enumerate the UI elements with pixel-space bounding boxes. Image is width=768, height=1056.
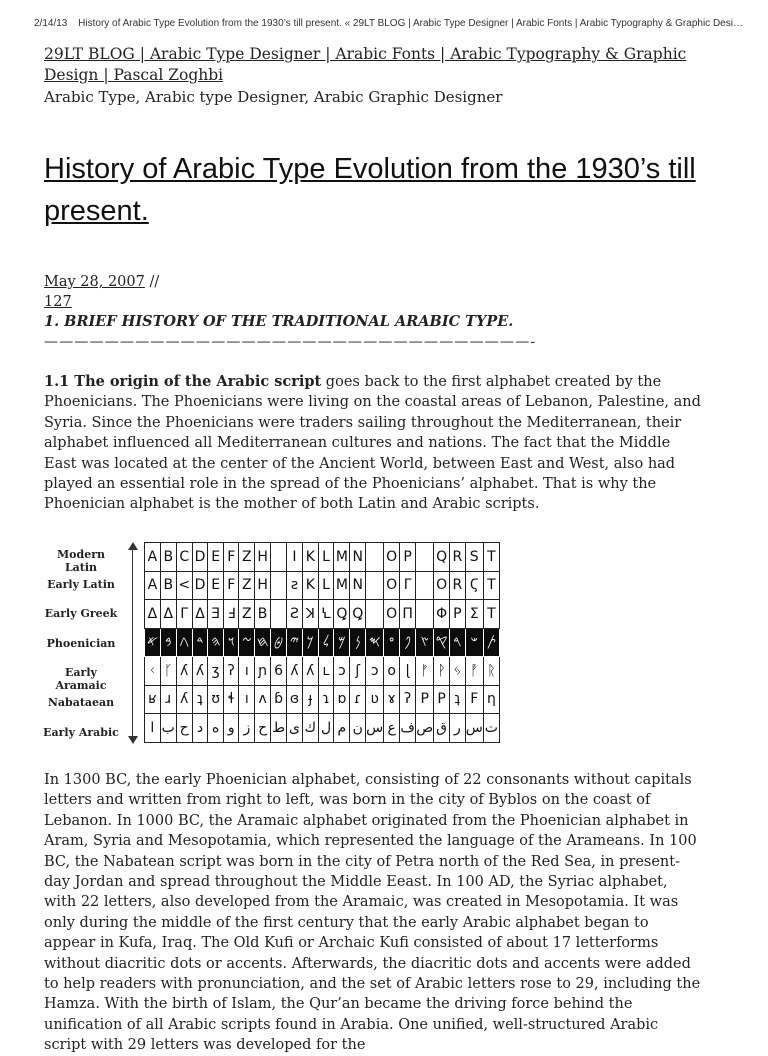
letter-cell: ʒ (208, 657, 224, 686)
letter-cell: ᚹ (434, 657, 450, 686)
alphabet-evolution-figure (40, 538, 500, 750)
letter-cell: < (176, 571, 192, 600)
arrow-down-icon (128, 736, 138, 744)
letter-cell: ʎ (192, 657, 208, 686)
letter-cell: D (192, 571, 208, 600)
letter-cell: ɹ (160, 685, 176, 714)
letter-cell (416, 571, 434, 600)
letter-cell: 𐤆 (239, 628, 255, 657)
letter-cell (366, 600, 384, 629)
letter-cell: 𐤏 (384, 628, 400, 657)
letter-cell: Q (434, 543, 450, 572)
letter-cell: ك (302, 714, 318, 743)
letter-cell: Γ (176, 600, 192, 629)
letter-cell: ب (160, 714, 176, 743)
letter-cell (366, 543, 384, 572)
letter-cell: 𐤈 (271, 628, 287, 657)
letter-cell: 𐤑 (416, 628, 434, 657)
letter-cell: ᛃ (450, 657, 466, 686)
paragraph-origin (44, 372, 704, 515)
letter-cell: B (160, 543, 176, 572)
letter-cell: R (450, 571, 466, 600)
letter-cell (271, 600, 287, 629)
letter-cell: ɞ (287, 685, 303, 714)
letter-cell: ʎ (176, 657, 192, 686)
letter-cell: ɲ (255, 657, 271, 686)
row-label: Phoenician (46, 636, 116, 650)
letter-cell: A (145, 543, 161, 572)
letter-cell: ʊ (208, 685, 224, 714)
letter-cell: ʇ (192, 685, 208, 714)
alphabet-row (145, 571, 500, 600)
row-label: Early Aramaic (55, 666, 107, 693)
letter-cell (271, 571, 287, 600)
letter-cell: ا (145, 714, 161, 743)
paragraph-origin-text: goes back to the first alphabet created by the Phoenicians. The Phoenicians were living on the coastal areas of Lebanon, Palestine, and Syria. Since the Phoenicians were traders sailing throughout the Mediterranean, their alphabet influenced all Mediterranean cultures and nations. The fact that the Middle East was located at the center of the Ancient World, between East and West, also had played an essential role in the spread of the Phoenicians’ alphabet. That is why the Phoenician alphabet is the mother of both Latin and Arabic scripts. (44, 374, 701, 513)
letter-cell: ɭ (400, 657, 416, 686)
letter-cell: P (434, 685, 450, 714)
letter-cell: 𐤎 (366, 628, 384, 657)
letter-cell: ʇ (450, 685, 466, 714)
dash-rule: ————————————————————————————————- (44, 334, 537, 350)
letter-cell: ɟ (302, 685, 318, 714)
letter-cell: ر (450, 714, 466, 743)
letter-cell: Z (239, 543, 255, 572)
letter-cell: O (434, 571, 450, 600)
letter-cell: ʔ (224, 657, 239, 686)
letter-cell: ı (239, 685, 255, 714)
alphabet-row (145, 714, 500, 743)
row-label: Nabataean (47, 696, 115, 709)
date-separator: // (144, 274, 160, 290)
letter-cell: ɓ (271, 685, 287, 714)
print-date: 2/14/13 (34, 18, 68, 29)
letter-cell: M (334, 543, 350, 572)
letter-cell: R (450, 543, 466, 572)
letter-cell: Φ (434, 600, 450, 629)
alphabet-row (145, 600, 500, 629)
letter-cell: B (255, 600, 271, 629)
letter-cell: L (318, 571, 334, 600)
letter-cell: O (384, 600, 400, 629)
letter-cell: ʁ (145, 685, 161, 714)
letter-cell: Δ (192, 600, 208, 629)
letter-cell: Δ (160, 600, 176, 629)
letter-cell: Ƨ (287, 600, 303, 629)
letter-cell: K (302, 543, 318, 572)
letter-cell: 𐤓 (450, 628, 466, 657)
letter-cell (366, 571, 384, 600)
letter-cell: E (208, 543, 224, 572)
letter-cell: P (416, 685, 434, 714)
letter-cell: 𐤄 (208, 628, 224, 657)
letter-cell: T (483, 600, 499, 629)
timeline-line (132, 550, 133, 740)
letter-cell: ᚴ (160, 657, 176, 686)
letter-cell: ƞ (483, 685, 499, 714)
letter-cell: س (366, 714, 384, 743)
letter-cell: N (350, 571, 366, 600)
letter-cell: 𐤔 (465, 628, 483, 657)
letter-cell: م (334, 714, 350, 743)
letter-cell: C (176, 543, 192, 572)
letter-cell: P (450, 600, 466, 629)
letter-cell: Ꝗ (334, 600, 350, 629)
letter-cell: Σ (465, 600, 483, 629)
print-header (34, 18, 751, 29)
letter-cell: o (384, 657, 400, 686)
letter-cell: F (224, 571, 239, 600)
letter-cell: T (483, 571, 499, 600)
letter-cell: O (384, 543, 400, 572)
letter-cell: Ꝗ (350, 600, 366, 629)
row-label: Modern Latin (57, 548, 105, 574)
letter-cell: ɔ (334, 657, 350, 686)
arrow-up-icon (128, 542, 138, 550)
comment-count-link[interactable]: 127 (44, 294, 72, 310)
paragraph-lead: 1.1 The origin of the Arabic script (44, 373, 322, 390)
post-meta (44, 272, 159, 312)
letter-cell: ن (350, 714, 366, 743)
letter-cell: 𐤐 (400, 628, 416, 657)
letter-cell: Π (400, 600, 416, 629)
letter-cell: M (334, 571, 350, 600)
letter-cell: ʔ (400, 685, 416, 714)
letter-cell (271, 543, 287, 572)
post-title: History of Arabic Type Evolution from the 1930’s till present. (44, 153, 696, 227)
letter-cell: Z (239, 600, 255, 629)
letter-cell: ف (400, 714, 416, 743)
letter-cell: T (483, 543, 499, 572)
letter-cell: ت (483, 714, 499, 743)
letter-cell: D (192, 543, 208, 572)
letter-cell: 𐤒 (434, 628, 450, 657)
alphabet-row (145, 685, 500, 714)
letter-cell: Ϛ (465, 571, 483, 600)
letter-cell: F (465, 685, 483, 714)
letter-cell: ط (271, 714, 287, 743)
letter-cell: 𐤋 (318, 628, 334, 657)
row-label: Early Latin (47, 577, 115, 591)
letter-cell: ᚡ (465, 657, 483, 686)
letter-cell: Ꝇ (318, 600, 334, 629)
letter-cell: H (255, 571, 271, 600)
section-heading: 1. BRIEF HISTORY OF THE TRADITIONAL ARABIC TYPE. (44, 313, 514, 330)
alphabet-grid (144, 542, 500, 743)
letter-cell: ɒ (334, 685, 350, 714)
letter-cell: S (465, 543, 483, 572)
letter-cell: Γ (400, 571, 416, 600)
letter-cell: ʃ (350, 657, 366, 686)
letter-cell: 𐤌 (334, 628, 350, 657)
letter-cell: P (400, 543, 416, 572)
alphabet-row (145, 657, 500, 686)
letter-cell: I (287, 543, 303, 572)
letter-cell: ɿ (318, 685, 334, 714)
letter-cell: 𐤉 (287, 628, 303, 657)
letter-cell: 𐤅 (224, 628, 239, 657)
letter-cell: ق (434, 714, 450, 743)
letter-cell: 6 (271, 657, 287, 686)
letter-cell: 𐤇 (255, 628, 271, 657)
letter-cell: Ⅎ (224, 600, 239, 629)
letter-cell: F (224, 543, 239, 572)
letter-cell: N (350, 543, 366, 572)
alphabet-row (145, 628, 500, 657)
letter-cell: ز (239, 714, 255, 743)
letter-cell: ɤ (384, 685, 400, 714)
letter-cell: ʌ (255, 685, 271, 714)
letter-cell: ح (176, 714, 192, 743)
blog-tagline: Arabic Type, Arabic type Designer, Arabic Graphic Designer (44, 88, 503, 106)
letter-cell (416, 543, 434, 572)
letter-cell: 𐤁 (160, 628, 176, 657)
letter-cell: و (224, 714, 239, 743)
letter-cell: ᚱ (483, 657, 499, 686)
letter-cell: A (145, 571, 161, 600)
letter-cell: L (318, 543, 334, 572)
letter-cell: ع (384, 714, 400, 743)
letter-cell (416, 600, 434, 629)
letter-cell: ى (287, 714, 303, 743)
alphabet-row (145, 543, 500, 572)
letter-cell: B (160, 571, 176, 600)
letter-cell: ʋ (366, 685, 384, 714)
letter-cell: 𐤕 (483, 628, 499, 657)
letter-cell: Z (239, 571, 255, 600)
letter-cell: ص (416, 714, 434, 743)
post-date-link[interactable]: May 28, 2007 (44, 274, 145, 290)
letter-cell: 𐤀 (145, 628, 161, 657)
blog-title (44, 44, 724, 86)
letter-cell: 𐤃 (192, 628, 208, 657)
letter-cell: E (208, 571, 224, 600)
letter-cell: ɬ (224, 685, 239, 714)
letter-cell: 𐤊 (302, 628, 318, 657)
letter-cell: ᚲ (145, 657, 161, 686)
blog-title-link[interactable]: 29LT BLOG | Arabic Type Designer | Arabic Fonts | Arabic Typography & Graphic Design | Pascal Zoghbi (44, 45, 687, 84)
row-label: Early Arabic (43, 725, 119, 739)
letter-cell: ʟ (318, 657, 334, 686)
letter-cell: ʎ (176, 685, 192, 714)
row-label: Early Greek (44, 607, 118, 621)
letter-cell: ه (208, 714, 224, 743)
letter-cell: ح (255, 714, 271, 743)
letter-cell: ل (318, 714, 334, 743)
letter-cell: ʎ (302, 657, 318, 686)
letter-cell: H (255, 543, 271, 572)
letter-cell: 𐤍 (350, 628, 366, 657)
letter-cell: ᚠ (416, 657, 434, 686)
letter-cell: ʎ (287, 657, 303, 686)
letter-cell: Δ (145, 600, 161, 629)
paragraph-history: In 1300 BC, the early Phoenician alphabet, consisting of 22 consonants without capitals letters and written from right to left, was born in the city of Byblos on the coast of Lebanon. In 1000 BC, the Aramaic alphabet originated from the Phoenician alphabet in Aram, Syria and Mesopotamia, which represented the language of the Arameans. In 100 BC, the Nabatean script was born in the city of Petra north of the Red Sea, in present-day Jordan and spread throughout the Middle Eeast. In 100 AD, the Syriac alphabet, with 22 letters, also developed from the Aramaic, was created in Mesopotamia. It was only during the middle of the first century that the early Arabic alphabet began to appear in Kufa, Iraq. The Old Kufi or Archaic Kufi consisted of about 17 letterforms without diacritic dots or accents. Afterwards, the diacritic dots and accents were added to help readers with pronunciation, and the set of Arabic letters rose to 29, including the Hamza. With the birth of Islam, the Qur’an became the driving force behind the unification of all Arabic scripts found in Arabia. One unified, well-structured Arabic script with 29 letters was developed for the (44, 772, 701, 1054)
letter-cell: د (192, 714, 208, 743)
letter-cell: Ǝ (208, 600, 224, 629)
letter-cell: O (384, 571, 400, 600)
letter-cell: ı (239, 657, 255, 686)
letter-cell: ƨ (287, 571, 303, 600)
letter-cell: K (302, 571, 318, 600)
letter-cell: ꓘ (302, 600, 318, 629)
letter-cell: س (465, 714, 483, 743)
print-page-title: History of Arabic Type Evolution from the 1930’s till present. « 29LT BLOG | Arabic Type Designer | Arabic Fonts | Arabic Typography & Graphic Desi… (78, 18, 743, 29)
letter-cell: 𐤂 (176, 628, 192, 657)
letter-cell: ɾ (350, 685, 366, 714)
letter-cell: ɔ (366, 657, 384, 686)
